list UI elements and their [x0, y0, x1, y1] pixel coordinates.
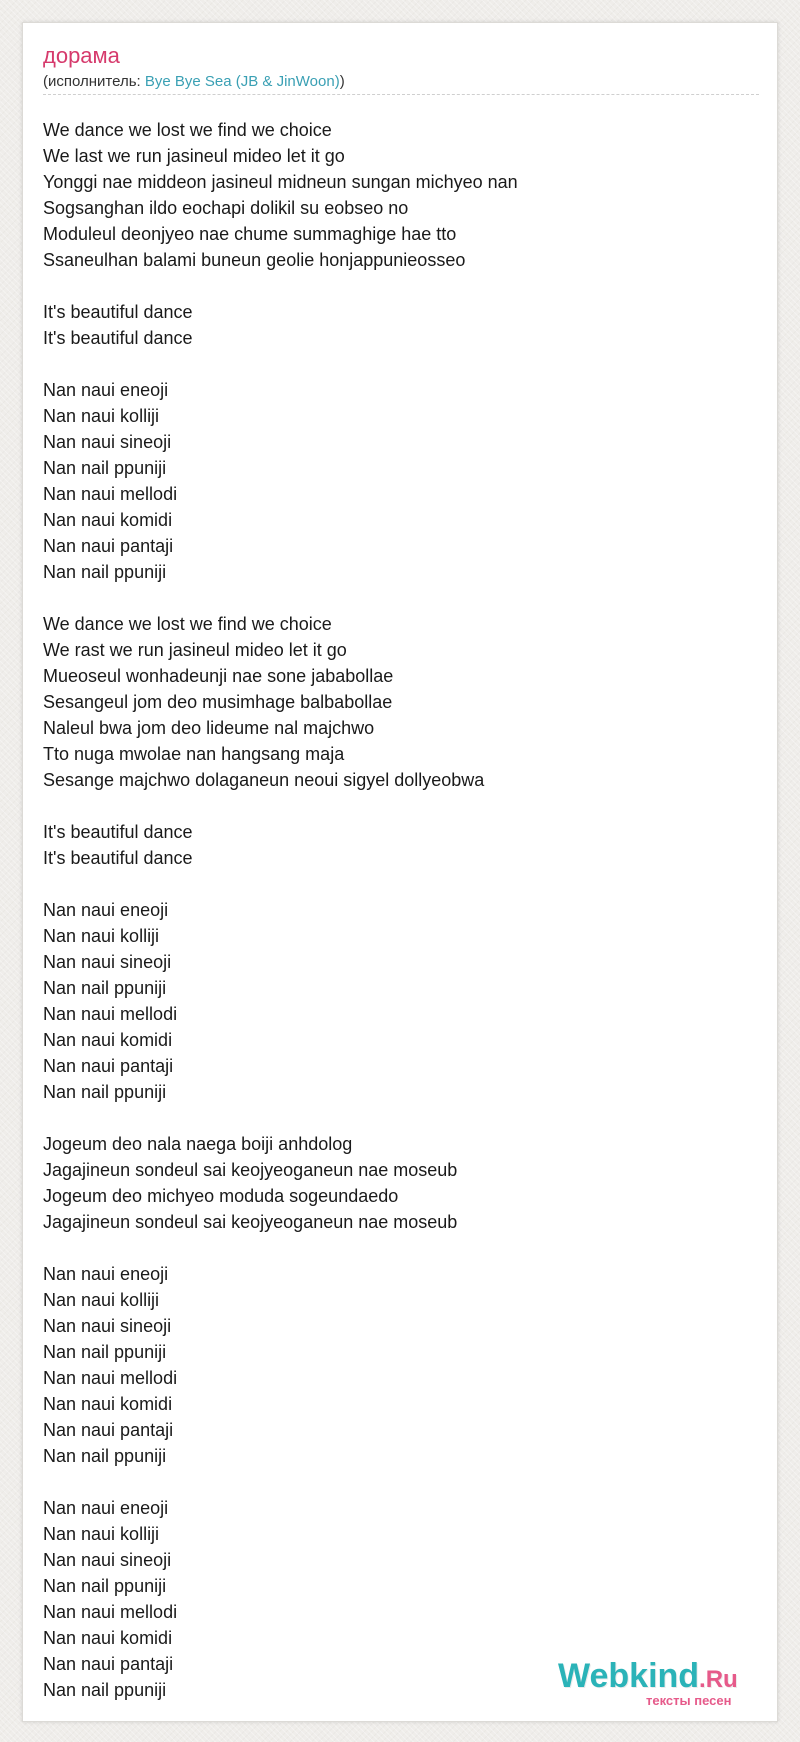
lyric-line: Jogeum deo michyeo moduda sogeundaedo	[43, 1186, 399, 1206]
stanza-break	[43, 273, 763, 299]
logo-name: Webkind	[558, 1657, 700, 1695]
lyric-line: Nan nail ppuniji	[43, 1680, 167, 1700]
stanza-break	[43, 1105, 763, 1131]
lyric-line: It's beautiful dance	[43, 302, 193, 322]
lyric-line: Nan nail ppuniji	[43, 1446, 167, 1466]
lyric-line: Nan naui mellodi	[43, 1368, 178, 1388]
stanza-break	[43, 1235, 763, 1261]
lyric-line: Nan naui mellodi	[43, 1602, 178, 1622]
lyric-line: Nan naui sineoji	[43, 432, 172, 452]
lyric-line: Nan naui eneoji	[43, 1264, 169, 1284]
lyric-line: Nan naui pantaji	[43, 1056, 174, 1076]
lyric-line: Nan naui komidi	[43, 1030, 173, 1050]
lyrics-card	[22, 22, 778, 1722]
performer-suffix: )	[339, 73, 345, 90]
lyric-line: Nan naui komidi	[43, 510, 173, 530]
lyric-line: Ssaneulhan balami buneun geolie honjappunieosseo	[43, 250, 466, 270]
lyric-line: Nan naui eneoji	[43, 380, 169, 400]
lyric-line: We dance we lost we find we choice	[43, 120, 332, 140]
lyric-line: It's beautiful dance	[43, 328, 193, 348]
performer-link[interactable]: Bye Bye Sea (JB & JinWoon)	[144, 73, 340, 90]
stanza-break	[43, 793, 763, 819]
lyric-line: Nan nail ppuniji	[43, 562, 167, 582]
lyric-line: Jogeum deo nala naega boiji anhdolog	[43, 1134, 353, 1154]
lyric-line: Yonggi nae middeon jasineul midneun sungan michyeo nan	[43, 172, 518, 192]
lyric-line: Sesange majchwo dolaganeun neoui sigyel dollyeobwa	[43, 770, 485, 790]
logo-tld: .Ru	[699, 1666, 738, 1693]
lyric-line: It's beautiful dance	[43, 848, 193, 868]
webkind-logo[interactable]	[558, 1656, 758, 1716]
logo-tagline: тексты песен	[646, 1693, 732, 1708]
lyric-line: We rast we run jasineul mideo let it go	[43, 640, 347, 660]
stanza-break	[43, 871, 763, 897]
lyric-line: Nan nail ppuniji	[43, 1576, 167, 1596]
lyric-line: Nan naui mellodi	[43, 484, 178, 504]
lyric-line: Nan naui komidi	[43, 1394, 173, 1414]
lyric-line: Nan nail ppuniji	[43, 978, 167, 998]
lyric-line: We dance we lost we find we choice	[43, 614, 332, 634]
lyric-line: Nan naui pantaji	[43, 1654, 174, 1674]
lyric-line: Nan naui komidi	[43, 1628, 173, 1648]
lyric-line: Nan naui pantaji	[43, 1420, 174, 1440]
performer-prefix: (исполнитель:	[43, 73, 145, 90]
stanza-break	[43, 585, 763, 611]
lyric-line: Nan naui sineoji	[43, 1316, 172, 1336]
lyric-line: Nan naui kolliji	[43, 926, 160, 946]
lyric-line: Nan naui kolliji	[43, 406, 160, 426]
lyric-line: Jagajineun sondeul sai keojyeoganeun nae moseub	[43, 1212, 458, 1232]
lyric-line: Nan naui pantaji	[43, 536, 174, 556]
lyric-line: We last we run jasineul mideo let it go	[43, 146, 345, 166]
lyric-line: Nan nail ppuniji	[43, 1342, 167, 1362]
stanza-break	[43, 1469, 763, 1495]
dashed-divider	[43, 94, 759, 95]
lyric-line: Sogsanghan ildo eochapi dolikil su eobseo no	[43, 198, 409, 218]
performer-line	[43, 73, 345, 91]
lyric-line: Naleul bwa jom deo lideume nal majchwo	[43, 718, 375, 738]
lyric-line: Sesangeul jom deo musimhage balbabollae	[43, 692, 393, 712]
lyric-line: Nan naui sineoji	[43, 1550, 172, 1570]
stanza-break	[43, 351, 763, 377]
lyric-line: Mueoseul wonhadeunji nae sone jababollae	[43, 666, 394, 686]
lyric-line: Nan naui kolliji	[43, 1524, 160, 1544]
lyric-line: Nan nail ppuniji	[43, 1082, 167, 1102]
lyric-line: Tto nuga mwolae nan hangsang maja	[43, 744, 345, 764]
lyric-line: It's beautiful dance	[43, 822, 193, 842]
lyric-line: Nan naui mellodi	[43, 1004, 178, 1024]
lyric-line: Nan naui kolliji	[43, 1290, 160, 1310]
lyric-line: Moduleul deonjyeo nae chume summaghige hae tto	[43, 224, 457, 244]
lyrics-text	[43, 117, 763, 1703]
lyric-line: Jagajineun sondeul sai keojyeoganeun nae moseub	[43, 1160, 458, 1180]
lyric-line: Nan naui eneoji	[43, 900, 169, 920]
lyric-line: Nan naui sineoji	[43, 952, 172, 972]
lyric-line: Nan nail ppuniji	[43, 458, 167, 478]
lyric-line: Nan naui eneoji	[43, 1498, 169, 1518]
page-title: дорама	[43, 43, 120, 68]
